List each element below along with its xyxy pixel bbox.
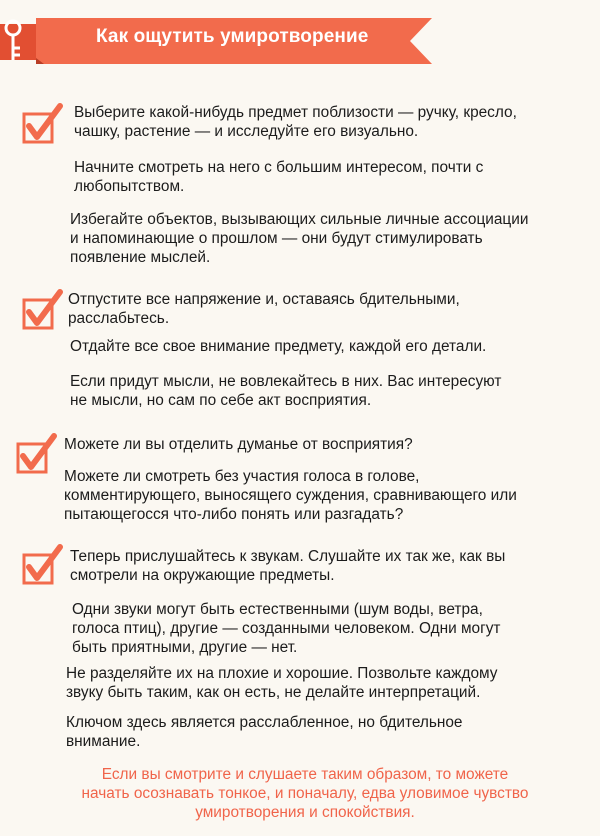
section-2-paragraph-2: Отдайте все свое внимание предмету, каждой его детали. bbox=[70, 338, 487, 355]
section-1-paragraph-2: Начните смотреть на него с большим интересом, почти с любопытством. bbox=[74, 159, 484, 195]
section-1-paragraph-1: Выберите какой-нибудь предмет поблизости — ручку, кресло, чашку, растение — и исследуйте его визуально. bbox=[74, 104, 517, 140]
section-4-paragraph-2: Одни звуки могут быть естественными (шум воды, ветра, голоса птиц), другие — созданными человеком. Одни могут быть приятными, другие — нет. bbox=[72, 601, 501, 656]
section-1-paragraph-3: Избегайте объектов, вызывающих сильные личные ассоциации и напоминающие о прошлом — они будут стимулировать появление мыслей. bbox=[70, 211, 529, 266]
section-4-paragraph-3: Не разделяйте их на плохие и хорошие. Позвольте каждому звуку быть таким, как он есть, не делайте интерпретаций. bbox=[66, 665, 498, 701]
checkbox-checked-icon bbox=[20, 288, 68, 332]
checkbox-checked-icon bbox=[20, 102, 68, 146]
checkbox-checked-icon bbox=[20, 543, 68, 587]
closing-note: Если вы смотрите и слушаете таким образом, то можете начать осознавать тонкое, и поначалу, едва уловимое чувство умиротворения и спокойствия. bbox=[81, 766, 529, 821]
page-title: Как ощутить умиротворение bbox=[96, 26, 369, 47]
section-3-paragraph-1: Можете ли вы отделить думанье от восприятия? bbox=[64, 436, 413, 453]
section-2-paragraph-3: Если придут мысли, не вовлекайтесь в них. Вас интересуют не мысли, но сам по себе акт восприятия. bbox=[70, 373, 502, 409]
key-icon bbox=[0, 18, 30, 64]
section-4-paragraph-4: Ключом здесь является расслабленное, но бдительное внимание. bbox=[66, 714, 463, 750]
section-3-paragraph-2: Можете ли смотреть без участия голоса в голове, комментирующего, выносящего суждения, сравнивающего или пытающегосся что-либо понять или разгадать? bbox=[64, 468, 517, 523]
header-banner bbox=[0, 18, 432, 64]
checkbox-checked-icon bbox=[14, 432, 62, 476]
section-2-paragraph-1: Отпустите все напряжение и, оставаясь бдительными, расслабьтесь. bbox=[68, 291, 460, 327]
section-4-paragraph-1: Теперь прислушайтесь к звукам. Слушайте их так же, как вы смотрели на окружающие предметы. bbox=[70, 548, 506, 584]
